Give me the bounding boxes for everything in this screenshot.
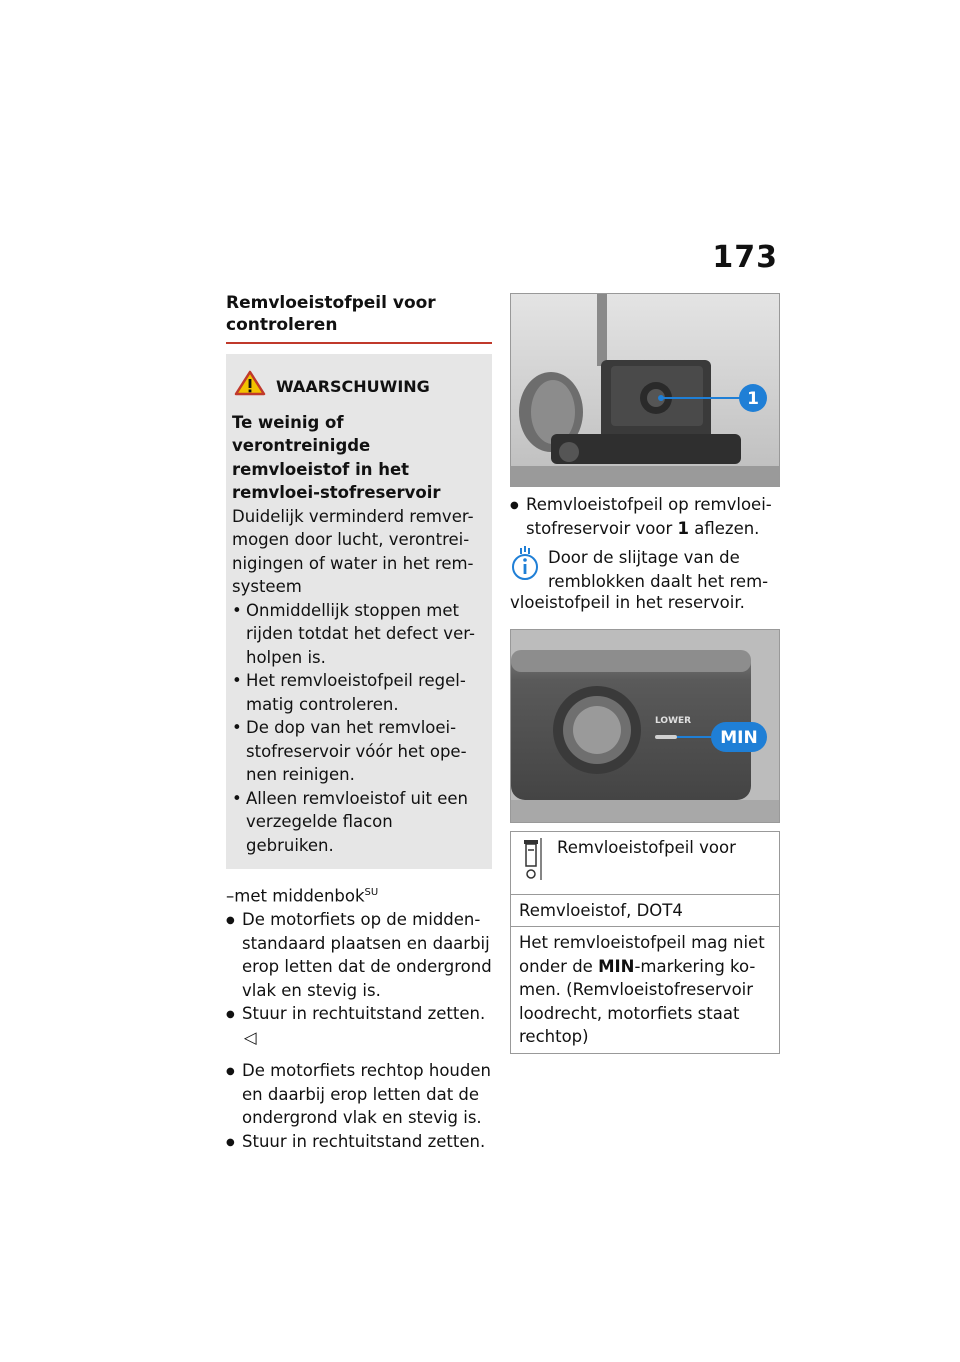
figure-brake-reservoir [510, 293, 780, 487]
warning-header [234, 370, 482, 403]
warning-item: • Alleen remvloeistof uit een verzegelde flacon gebruiken. [232, 787, 482, 858]
spec-table [510, 831, 780, 1054]
variant-label: met middenbok [234, 886, 365, 906]
page-number: 173 [712, 240, 778, 275]
spec-desc-bold: MIN [598, 956, 635, 976]
info-icon [510, 546, 540, 593]
read-step-ref: 1 [677, 518, 690, 538]
note-text-cont: vloeistofpeil in het reservoir. [510, 593, 745, 612]
read-step-list [510, 493, 780, 540]
min-marking-photo [511, 630, 779, 822]
spec-desc-pre: Het remvloeistofpeil mag niet onder de [519, 933, 765, 976]
warning-subtitle: Te weinig of verontreinigde remvloeistof in het remvloei-stofreservoir [232, 412, 441, 502]
read-step-pre: Remvloeistofpeil op remvloei-stofreservoir voor [526, 495, 772, 538]
read-step-post: aflezen. [689, 518, 760, 538]
read-step [510, 493, 780, 540]
reservoir-photo [511, 294, 779, 486]
section-title: Remvloeistofpeil voor controleren [226, 292, 492, 344]
warning-text: Duidelijk verminderd remver-mogen door lucht, verontrei-nigingen of water in het rem-systeem [232, 506, 474, 596]
figure-min-marking [510, 629, 780, 823]
variant-steps [226, 908, 492, 1049]
brake-fluid-level-icon [519, 836, 545, 890]
info-note [510, 546, 780, 593]
spec-title: Remvloeistofpeil voor [557, 837, 736, 857]
step-item: ● Stuur in rechtuitstand zetten. [226, 1130, 492, 1154]
step-text: Stuur in rechtuitstand zetten. [242, 1004, 486, 1023]
lower-label: LOWER [655, 715, 692, 726]
spec-desc-post: -markering ko-men. (Remvloeistofreservoir loodrecht, motorfiets staat rechtop) [519, 956, 756, 1046]
spec-header [519, 836, 771, 890]
variant-sup: SU [364, 887, 379, 898]
step-item [226, 1002, 492, 1049]
steps-list [226, 1059, 492, 1153]
spec-fluid: Remvloeistof, DOT4 [511, 894, 780, 927]
warning-item: • Het remvloeistofpeil regel-matig controleren. [232, 669, 482, 716]
warning-triangle-icon [234, 370, 266, 403]
warning-item: • Onmiddellijk stoppen met rijden totdat het defect ver-holpen is. [232, 599, 482, 670]
note-text: Door de slijtage van de remblokken daalt het rem- [548, 548, 769, 591]
right-column [510, 293, 780, 1054]
spec-description [511, 927, 780, 1054]
step-item: ● De motorfiets op de midden-standaard plaatsen en daarbij erop letten dat de ondergrond vlak en stevig is. [226, 908, 492, 1002]
warning-label: WAARSCHUWING [276, 376, 430, 396]
variant-heading [226, 881, 492, 908]
variant-dash: – [226, 886, 235, 906]
warning-box [226, 354, 492, 869]
end-mark-icon: ◁ [244, 1027, 257, 1047]
warning-item: • De dop van het remvloei-stofreservoir vóór het ope-nen reinigen. [232, 716, 482, 787]
step-item: ● De motorfiets rechtop houden en daarbij erop letten dat de ondergrond vlak en stevig is. [226, 1059, 492, 1130]
warning-list [232, 599, 482, 858]
left-column [226, 292, 492, 1153]
min-label: MIN [720, 727, 758, 748]
callout-number: 1 [747, 389, 759, 409]
